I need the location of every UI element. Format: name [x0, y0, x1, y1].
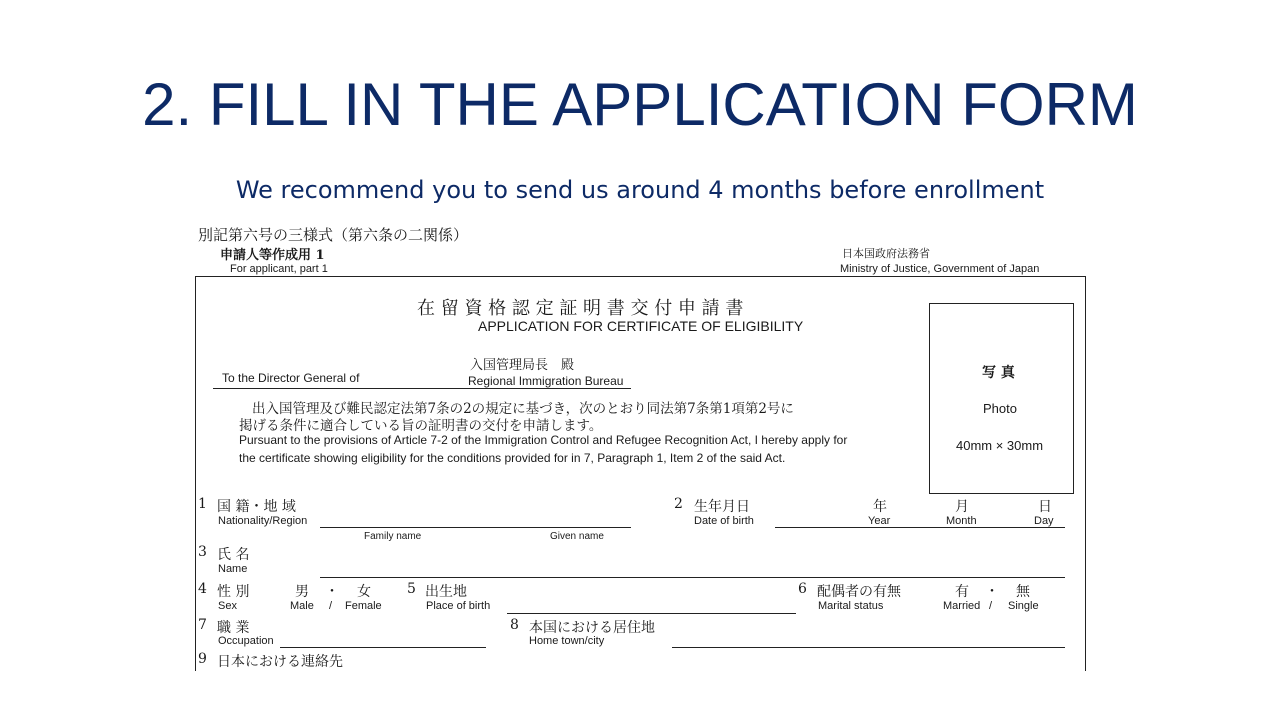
female-option-en: Female — [345, 600, 382, 612]
director-line — [213, 388, 631, 389]
field8-number: 8 — [510, 617, 519, 633]
field2-label-jp: 生年月日 — [694, 499, 750, 515]
field7-number: 7 — [198, 617, 207, 633]
family-name-label: Family name — [364, 531, 422, 542]
day-label-jp: 日 — [1038, 499, 1052, 515]
single-option-jp: 無 — [1016, 584, 1030, 600]
field2-label-en: Date of birth — [694, 515, 754, 527]
form-ministry-jp: 日本国政府法務省 — [842, 247, 930, 260]
year-label-jp: 年 — [873, 499, 887, 515]
male-option-jp: 男 — [295, 584, 309, 600]
form-title-en: APPLICATION FOR CERTIFICATE OF ELIGIBILITY — [478, 318, 804, 334]
field8-line — [672, 647, 1065, 648]
field5-number: 5 — [407, 581, 416, 597]
year-label-en: Year — [868, 515, 891, 527]
field3-label-en: Name — [218, 563, 248, 575]
single-option-en: Single — [1008, 600, 1039, 612]
pursuant-jp-line2: 掲げる条件に適合している旨の証明書の交付を申請します。 — [239, 418, 603, 434]
photo-box — [929, 303, 1074, 494]
photo-label-en: Photo — [983, 401, 1017, 416]
field8-label-jp: 本国における居住地 — [529, 620, 655, 636]
month-label-jp: 月 — [955, 499, 969, 515]
field6-number: 6 — [798, 581, 807, 597]
field2-line — [775, 527, 1065, 528]
field1-label-jp: 国 籍・地 域 — [217, 499, 296, 515]
field6-label-en: Marital status — [818, 600, 884, 612]
pursuant-jp-line1: 出入国管理及び難民認定法第7条の2の規定に基づき，次のとおり同法第7条第1項第2号に — [252, 401, 794, 417]
day-label-en: Day — [1034, 515, 1054, 527]
field9-label-jp: 日本における連絡先 — [217, 654, 343, 670]
married-option-en: Married — [943, 600, 981, 612]
field2-number: 2 — [674, 496, 683, 512]
field8-label-en: Home town/city — [529, 635, 605, 647]
pursuant-en-line1: Pursuant to the provisions of Article 7-2 of the Immigration Control and Refugee Recognition Act, I hereby apply for — [239, 433, 848, 447]
field3-label-jp: 氏 名 — [217, 547, 250, 563]
field5-line — [507, 613, 796, 614]
field3-number: 3 — [198, 544, 207, 560]
field6-label-jp: 配偶者の有無 — [817, 584, 901, 600]
bureau-en: Regional Immigration Bureau — [468, 374, 624, 388]
marital-separator-slash: / — [989, 600, 993, 612]
field1-number: 1 — [198, 496, 207, 512]
form-header-reference: 別記第六号の三様式（第六条の二関係） — [198, 226, 469, 244]
field1-label-en: Nationality/Region — [218, 515, 308, 527]
sex-separator-slash: / — [329, 600, 333, 612]
marital-separator-dot: ・ — [985, 584, 999, 600]
form-title-jp: 在 留 資 格 認 定 証 明 書 交 付 申 請 書 — [417, 298, 744, 319]
given-name-label: Given name — [550, 531, 604, 542]
field4-label-jp: 性 別 — [217, 584, 250, 600]
bureau-jp: 入国管理局長 殿 — [470, 358, 575, 373]
form-applicant-part-jp: 申請人等作成用 1 — [220, 248, 325, 263]
field7-label-jp: 職 業 — [217, 620, 250, 636]
form-applicant-part-en: For applicant, part 1 — [230, 263, 328, 275]
field5-label-jp: 出生地 — [425, 584, 467, 600]
slide-title: 2. FILL IN THE APPLICATION FORM — [142, 71, 1138, 138]
to-director-label: To the Director General of — [222, 371, 360, 385]
slide-subtitle: We recommend you to send us around 4 months before enrollment — [235, 176, 1045, 204]
male-option-en: Male — [290, 600, 314, 612]
sex-separator-dot: ・ — [325, 584, 339, 600]
pursuant-en-line2: the certificate showing eligibility for the conditions provided for in 7, Paragraph 1, Item 2 of the said Act. — [239, 451, 786, 465]
field4-label-en: Sex — [218, 600, 237, 612]
female-option-jp: 女 — [357, 584, 371, 600]
month-label-en: Month — [946, 515, 977, 527]
photo-size: 40mm × 30mm — [956, 438, 1044, 453]
field3-line — [320, 577, 1065, 578]
field9-number: 9 — [198, 651, 207, 667]
field1-line — [320, 527, 631, 528]
form-ministry-en: Ministry of Justice, Government of Japan — [840, 263, 1040, 275]
field7-label-en: Occupation — [218, 635, 274, 647]
field7-line — [280, 647, 486, 648]
field4-number: 4 — [198, 581, 207, 597]
field5-label-en: Place of birth — [426, 600, 491, 612]
photo-label-jp: 写 真 — [982, 365, 1015, 381]
married-option-jp: 有 — [955, 584, 969, 600]
